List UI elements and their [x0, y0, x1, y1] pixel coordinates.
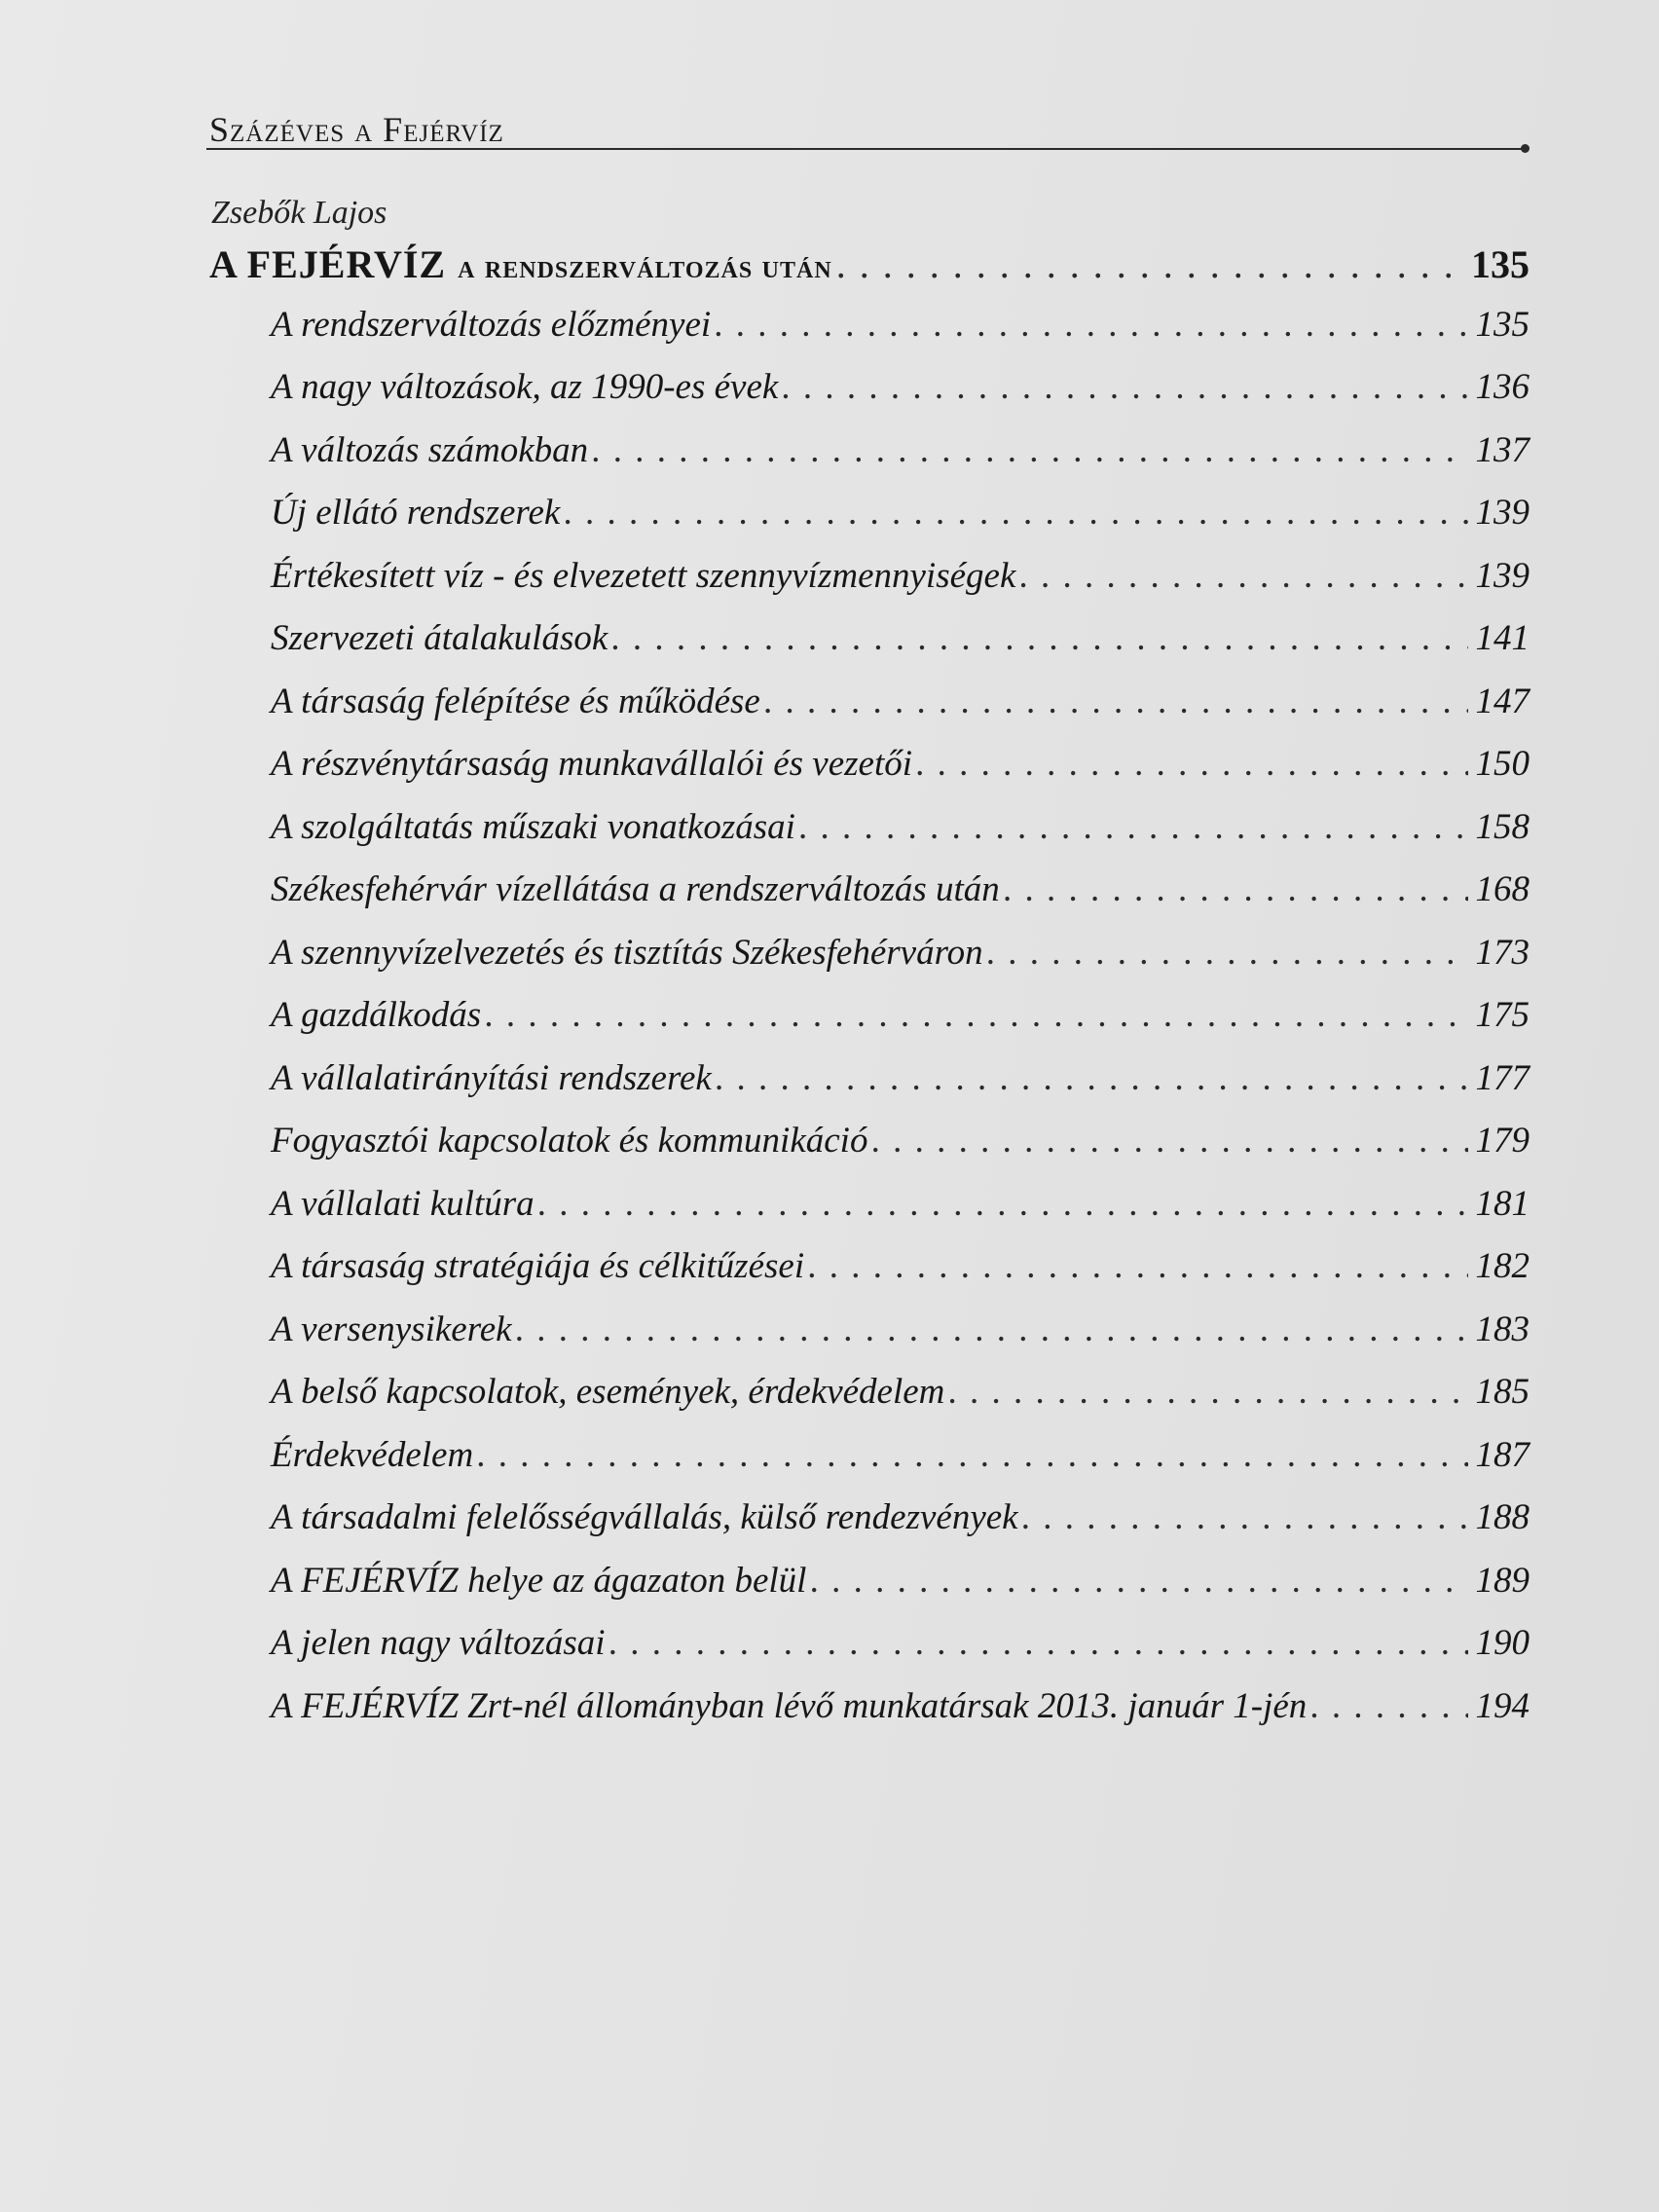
running-head: Százéves a Fejérvíz	[209, 110, 504, 149]
dot-leader	[810, 1560, 1467, 1602]
toc-entry-page: 168	[1475, 869, 1530, 909]
dot-leader	[1004, 868, 1468, 910]
toc-entry-page: 189	[1475, 1561, 1530, 1601]
toc-entry-page: 190	[1475, 1623, 1530, 1663]
toc-entry	[271, 366, 1530, 408]
toc-entry-page: 139	[1475, 493, 1530, 533]
dot-leader	[716, 1057, 1468, 1099]
toc-entry-page: 139	[1475, 556, 1530, 596]
toc-entry-title: A nagy változások, az 1990-es évek	[271, 367, 779, 407]
toc-entry-page: 181	[1475, 1184, 1530, 1224]
toc-entry	[271, 806, 1530, 848]
dot-leader	[485, 994, 1467, 1036]
chapter-title	[209, 241, 832, 287]
toc-entry-title: A társaság felépítése és működése	[271, 682, 760, 721]
toc-entry	[271, 868, 1530, 910]
header-rule	[206, 148, 1527, 150]
dot-leader	[948, 1371, 1467, 1413]
toc-chapter-heading	[209, 241, 1530, 287]
toc-entry-title: A rendszerváltozás előzményei	[271, 305, 712, 345]
toc-entry-title: A szolgáltatás műszaki vonatkozásai	[271, 807, 795, 847]
toc-entry-title: Érdekvédelem	[271, 1435, 474, 1475]
toc-entry	[271, 1120, 1530, 1161]
toc-entry-page: 147	[1475, 682, 1530, 721]
toc-entry-page: 137	[1475, 430, 1530, 470]
toc-entry	[271, 994, 1530, 1036]
dot-leader	[1019, 555, 1467, 597]
toc-entry	[271, 932, 1530, 974]
toc-entry	[271, 1496, 1530, 1538]
toc-entry-page: 175	[1475, 995, 1530, 1035]
toc-entry	[271, 555, 1530, 597]
toc-entry-title: A jelen nagy változásai	[271, 1623, 606, 1663]
dot-leader	[987, 932, 1468, 974]
toc-entry-title: A társadalmi felelősségvállalás, külső rendezvények	[271, 1497, 1018, 1537]
chapter-author: Zsebők Lajos	[211, 195, 387, 231]
toc-entry-page: 177	[1475, 1058, 1530, 1098]
dot-leader	[799, 806, 1468, 848]
toc-entry-page: 194	[1475, 1686, 1530, 1726]
dot-leader	[782, 366, 1467, 408]
toc-entry	[271, 429, 1530, 471]
chapter-title-sub: a rendszerváltozás után	[458, 249, 832, 285]
toc-entry	[271, 1560, 1530, 1602]
dot-leader	[916, 743, 1467, 785]
toc-entry	[271, 681, 1530, 722]
toc-entry-title: A társaság stratégiája és célkitűzései	[271, 1246, 805, 1286]
dot-leader	[764, 681, 1468, 722]
dot-leader	[592, 429, 1467, 471]
toc-entry-title: A vállalati kultúra	[271, 1184, 535, 1224]
toc-entry-page: 185	[1475, 1372, 1530, 1412]
toc-entry	[271, 1245, 1530, 1287]
toc-entry-title: A gazdálkodás	[271, 995, 482, 1035]
dot-leader	[808, 1245, 1467, 1287]
toc-entry-page: 188	[1475, 1497, 1530, 1537]
toc-entry-title: A belső kapcsolatok, események, érdekvédelem	[271, 1372, 945, 1412]
toc-entry-title: A FEJÉRVÍZ helye az ágazaton belül	[271, 1561, 807, 1601]
dot-leader	[1310, 1685, 1467, 1727]
toc-entry-page: 158	[1475, 807, 1530, 847]
dot-leader	[871, 1120, 1467, 1161]
toc-entry-page: 135	[1475, 305, 1530, 345]
toc-entry-title: A részvénytársaság munkavállalói és vezetői	[271, 744, 913, 784]
toc-entry-page: 183	[1475, 1309, 1530, 1349]
dot-leader	[564, 492, 1467, 534]
toc-entry-title: A szennyvízelvezetés és tisztítás Székesfehérváron	[271, 933, 983, 973]
dot-leader	[477, 1434, 1467, 1476]
toc-entry	[271, 617, 1530, 659]
toc-entry	[271, 1622, 1530, 1664]
toc-entry-page: 173	[1475, 933, 1530, 973]
toc-entry-title: Értékesített víz - és elvezetett szennyvízmennyiségek	[271, 556, 1016, 596]
toc-entry-title: A versenysikerek	[271, 1309, 512, 1349]
toc-entry-title: A vállalatirányítási rendszerek	[271, 1058, 712, 1098]
toc-entry-page: 136	[1475, 367, 1530, 407]
dot-leader	[609, 1622, 1468, 1664]
toc-entry-title: Székesfehérvár vízellátása a rendszerváltozás után	[271, 869, 1000, 909]
toc-entry	[271, 1434, 1530, 1476]
toc-entry-title: A FEJÉRVÍZ Zrt-nél állományban lévő munkatársak 2013. január 1-jén	[271, 1686, 1308, 1726]
toc-entry	[271, 1309, 1530, 1350]
dot-leader	[611, 617, 1467, 659]
toc-entry	[271, 492, 1530, 534]
toc-entry	[271, 1371, 1530, 1413]
header-rule-dot	[1521, 144, 1530, 153]
toc-entry-title: Szervezeti átalakulások	[271, 618, 608, 658]
toc-entry	[271, 1685, 1530, 1727]
chapter-page-number: 135	[1471, 242, 1530, 286]
toc-entry-title: A változás számokban	[271, 430, 589, 470]
dot-leader	[715, 304, 1467, 346]
dot-leader	[836, 241, 1463, 287]
toc-entry-page: 150	[1475, 744, 1530, 784]
dot-leader	[516, 1309, 1468, 1350]
toc-entry-page: 141	[1475, 618, 1530, 658]
toc-entry-title: Új ellátó rendszerek	[271, 493, 561, 533]
toc-entry	[271, 743, 1530, 785]
dot-leader	[538, 1183, 1468, 1225]
toc-entry-page: 182	[1475, 1246, 1530, 1286]
toc-entry-title: Fogyasztói kapcsolatok és kommunikáció	[271, 1121, 868, 1161]
toc-entry	[271, 304, 1530, 346]
toc-entry-page: 179	[1475, 1121, 1530, 1161]
chapter-title-main: A FEJÉRVÍZ	[209, 242, 447, 286]
toc-entry	[271, 1057, 1530, 1099]
toc-entry	[271, 1183, 1530, 1225]
dot-leader	[1022, 1496, 1468, 1538]
toc-entry-page: 187	[1475, 1435, 1530, 1475]
